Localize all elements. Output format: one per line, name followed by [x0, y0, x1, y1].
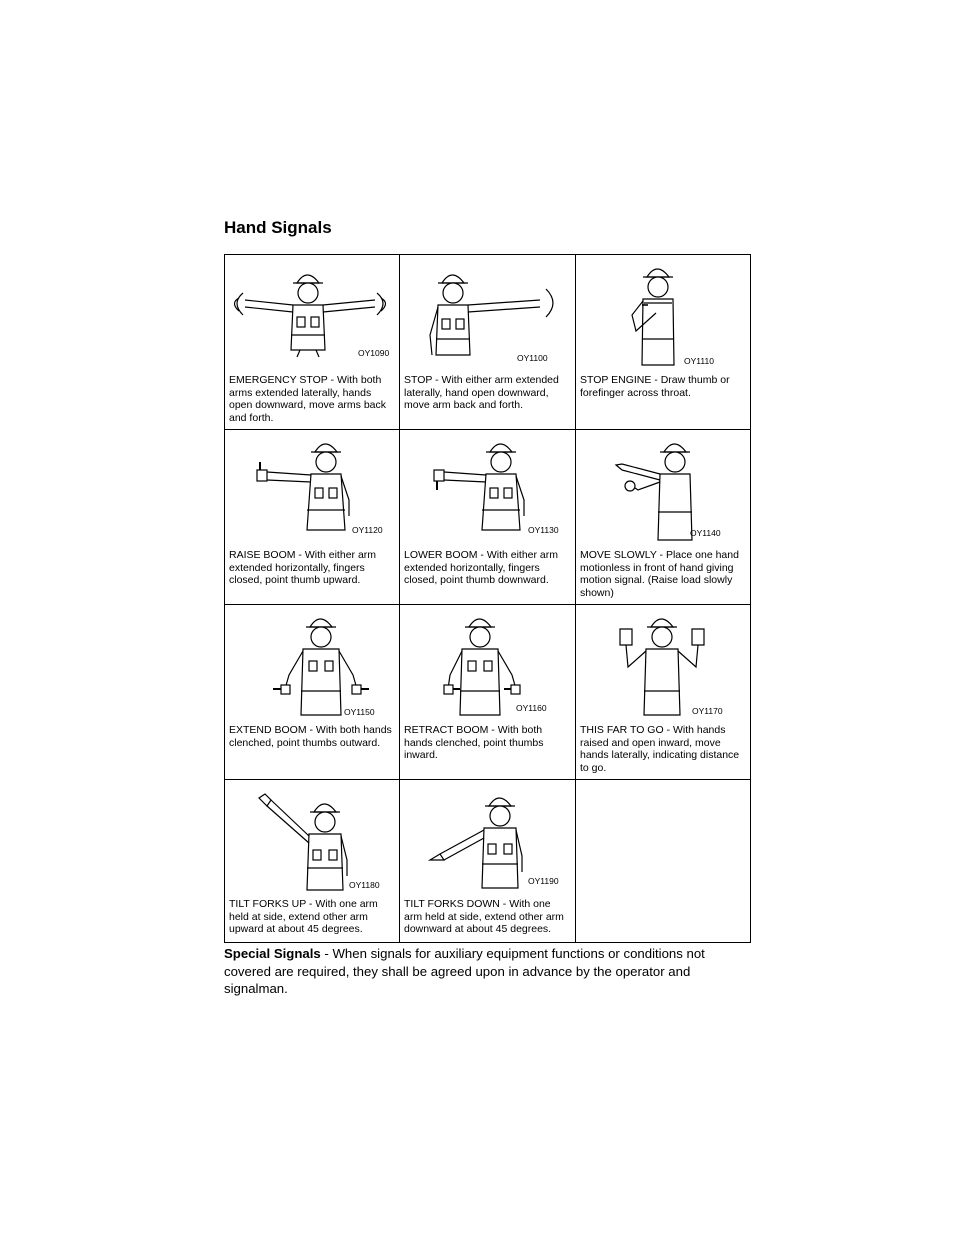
special-signals-label: Special Signals [224, 946, 321, 961]
signal-code: OY1150 [344, 707, 375, 717]
signal-description: STOP ENGINE - Draw thumb or forefinger across throat. [580, 374, 730, 399]
signal-cell-retract-boom [400, 605, 576, 780]
special-signals-note [224, 945, 744, 998]
retract-boom-illustration [400, 605, 575, 723]
page-title: Hand Signals [224, 218, 332, 237]
signal-code: OY1090 [358, 348, 390, 358]
signal-code: OY1160 [516, 703, 547, 713]
signal-cell-emergency-stop [225, 255, 400, 430]
signal-description: STOP - With either arm extended laterally, hand open downward, move arm back and forth. [404, 374, 559, 412]
signal-code: OY1170 [692, 706, 723, 716]
extend-boom-illustration [225, 605, 400, 723]
signal-cell-lower-boom [400, 430, 576, 605]
signal-code: OY1190 [528, 876, 559, 886]
signal-code: OY1130 [528, 525, 559, 535]
signal-description: TILT FORKS UP - With one arm held at side, extend other arm upward at about 45 degrees. [229, 898, 378, 936]
signal-cell-stop [400, 255, 576, 430]
empty-cell [576, 780, 750, 942]
signal-cell-this-far-to-go [576, 605, 750, 780]
signal-description: THIS FAR TO GO - With hands raised and open inward, move hands laterally, indicating distance to go. [580, 724, 740, 774]
signal-description: LOWER BOOM - With either arm extended horizontally, fingers closed, point thumb downward. [404, 549, 559, 587]
signal-cell-tilt-forks-down [400, 780, 576, 942]
signal-cell-raise-boom [225, 430, 400, 605]
signal-description: RAISE BOOM - With either arm extended horizontally, fingers closed, point thumb upward. [229, 549, 377, 587]
signal-code: OY1110 [684, 356, 714, 366]
signal-code: OY1140 [690, 528, 721, 538]
signal-cell-tilt-forks-up [225, 780, 400, 942]
signal-description: EXTEND BOOM - With both hands clenched, point thumbs outward. [229, 724, 392, 749]
signal-description: RETRACT BOOM - With both hands clenched, point thumbs inward. [404, 724, 544, 762]
signal-description: MOVE SLOWLY - Place one hand motionless in front of hand giving motion signal. (Raise load slowly shown) [580, 549, 739, 599]
signal-cell-move-slowly [576, 430, 750, 605]
this-far-to-go-illustration [576, 605, 751, 723]
special-signals-text: - When signals for auxiliary equipment functions or conditions not covered are required, they shall be agreed upon in advance by the operator and signalman. [224, 946, 705, 996]
signal-code: OY1120 [352, 525, 383, 535]
signal-description: TILT FORKS DOWN - With one arm held at side, extend other arm downward at about 45 degrees. [404, 898, 564, 936]
hand-signals-table [224, 254, 751, 943]
move-slowly-illustration [576, 430, 751, 548]
stop-illustration [400, 255, 575, 373]
stop-engine-illustration [576, 255, 751, 373]
signal-code: OY1180 [349, 880, 380, 890]
signal-cell-stop-engine [576, 255, 750, 430]
signal-description: EMERGENCY STOP - With both arms extended laterally, hands open downward, move arms back and forth. [229, 374, 386, 424]
signal-code: OY1100 [517, 353, 548, 363]
signal-cell-extend-boom [225, 605, 400, 780]
